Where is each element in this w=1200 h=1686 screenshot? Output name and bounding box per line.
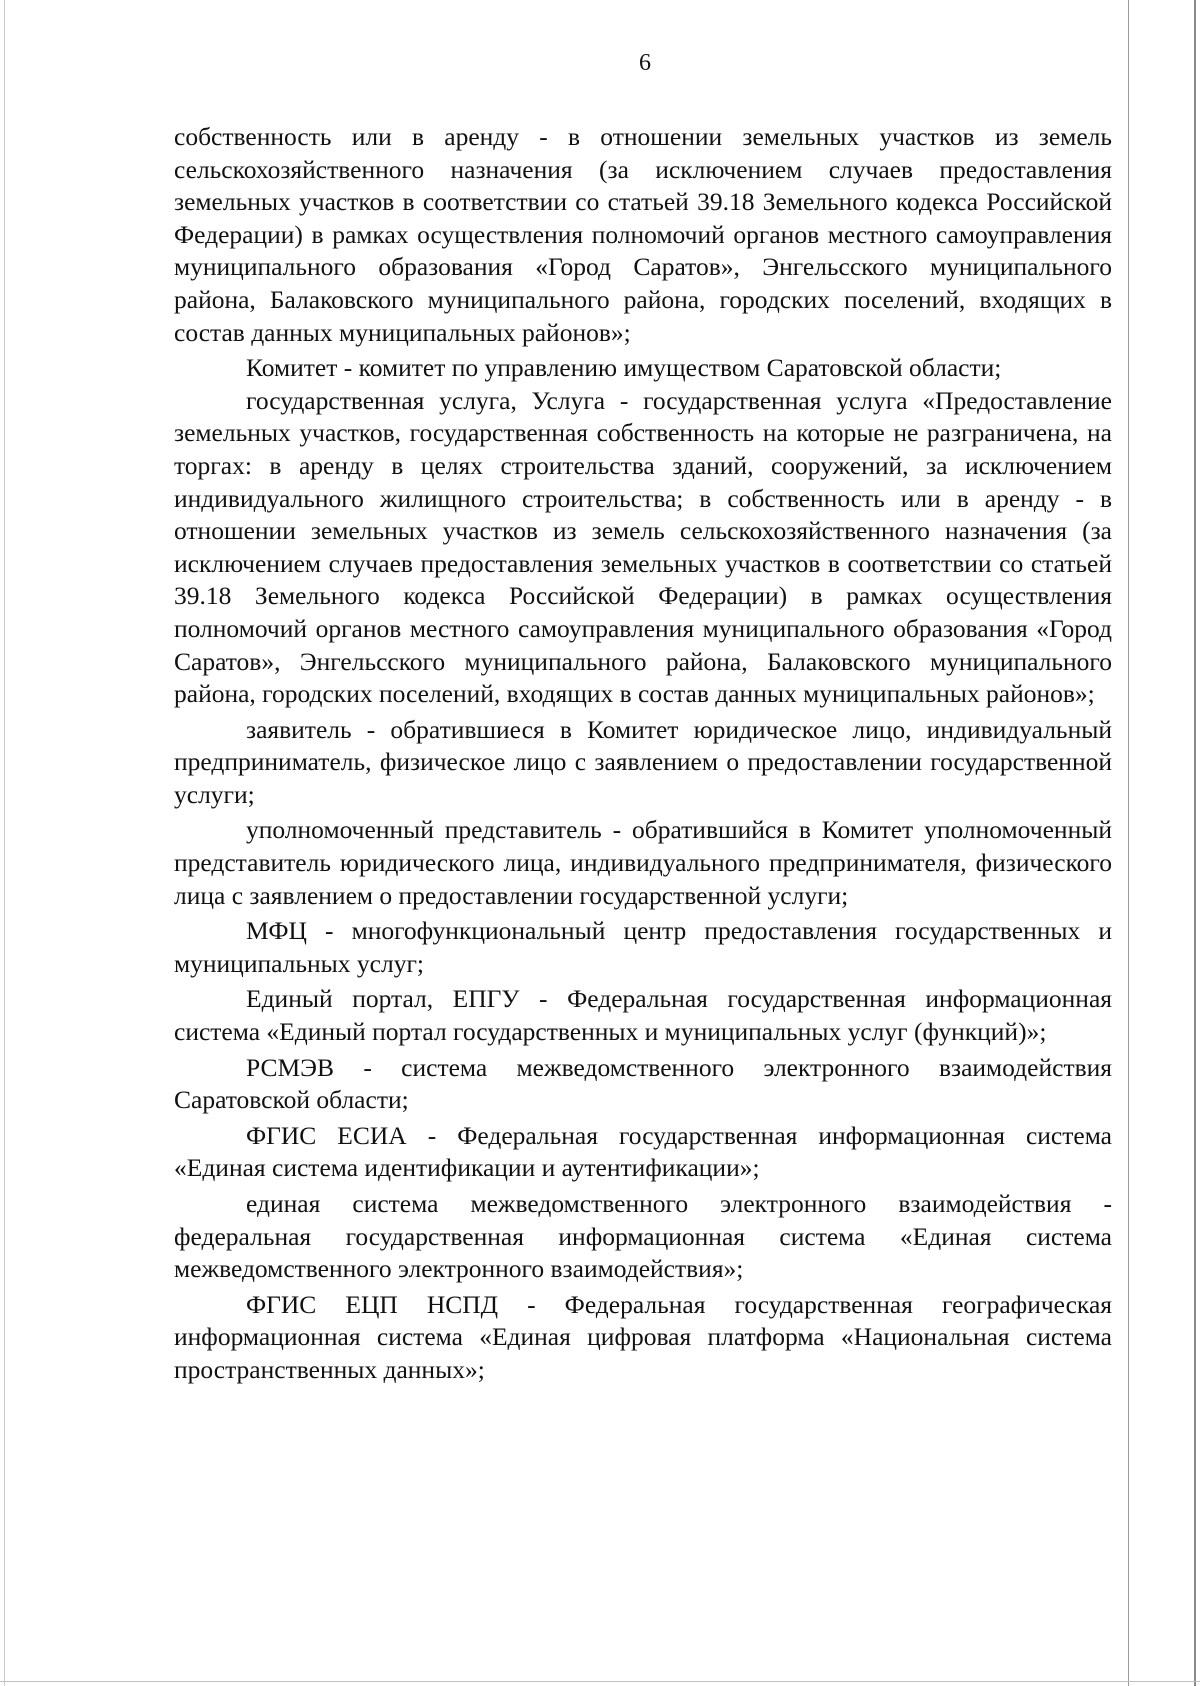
paragraph-mfc: МФЦ - многофункциональный центр предоставления государственных и муниципальных услуг; (174, 916, 1112, 978)
page-number: 6 (639, 50, 651, 76)
scan-edge-right-outer (1194, 0, 1196, 1686)
scan-edge-bottom (0, 1681, 1200, 1682)
scan-edge-left (4, 0, 5, 1686)
paragraph-committee: Комитет - комитет по управлению имуществом Саратовской области; (246, 353, 1002, 383)
scan-edge-right (1128, 0, 1129, 1686)
paragraph-unified-portal: Единый портал, ЕПГУ - Федеральная государственная информационная система «Единый портал государственных и муниципальных услуг (функций)»; (174, 984, 1112, 1047)
paragraph-continuation: собственность или в аренду - в отношении земельных участков из земель сельскохозяйственного назначения (за исключением случаев предоставления земельных участков в соответствии со статьей 39.18 Земельного кодекса Российской Федерации) в рамках осуществления полномочий органов местного самоуправления муниципального образования «Город Саратов», Энгельсского муниципального района, Балаковского муниципального района, городских поселений, входящих в состав данных муниципальных районов»; (174, 122, 1112, 347)
document-body (174, 121, 1112, 1387)
paragraph-applicant: заявитель - обратившиеся в Комитет юридическое лицо, индивидуальный предприниматель, физическое лицо с заявлением о предоставлении государственной услуги; (174, 714, 1112, 809)
paragraph-smev: единая система межведомственного электронного взаимодействия - федеральная государственная информационная система «Единая система межведомственного электронного взаимодействия»; (174, 1189, 1112, 1284)
paragraph-fgis-esia: ФГИС ЕСИА - Федеральная государственная информационная система «Единая система идентификации и аутентификации»; (174, 1120, 1112, 1183)
paragraph-authorized-representative: уполномоченный представитель - обратившийся в Комитет уполномоченный представитель юридического лица, индивидуального предпринимателя, физического лица с заявлением о предоставлении государственной услуги; (174, 815, 1112, 910)
paragraph-rsmev: РСМЭВ - система межведомственного электронного взаимодействия Саратовской области; (174, 1052, 1112, 1115)
paragraph-fgis-ecp-nspd: ФГИС ЕЦП НСПД - Федеральная государственная географическая информационная система «Единая цифровая платформа «Национальная система пространственных данных»; (174, 1289, 1112, 1384)
paragraph-state-service: государственная услуга, Услуга - государственная услуга «Предоставление земельных участков, государственная собственность на которые не разграничена, на торгах: в аренду в целях строительства зданий, сооружений, за исключением индивидуального жилищного строительства; в собственность или в аренду - в отношении земельных участков из земель сельскохозяйственного назначения (за исключением случаев предоставления земельных участков в соответствии со статьей 39.18 Земельного кодекса Российской Федерации) в рамках осуществления полномочий органов местного самоуправления муниципального образования «Город Саратов», Энгельсского муниципального района, Балаковского муниципального района, городских поселений, входящих в состав данных муниципальных районов»; (174, 385, 1112, 709)
